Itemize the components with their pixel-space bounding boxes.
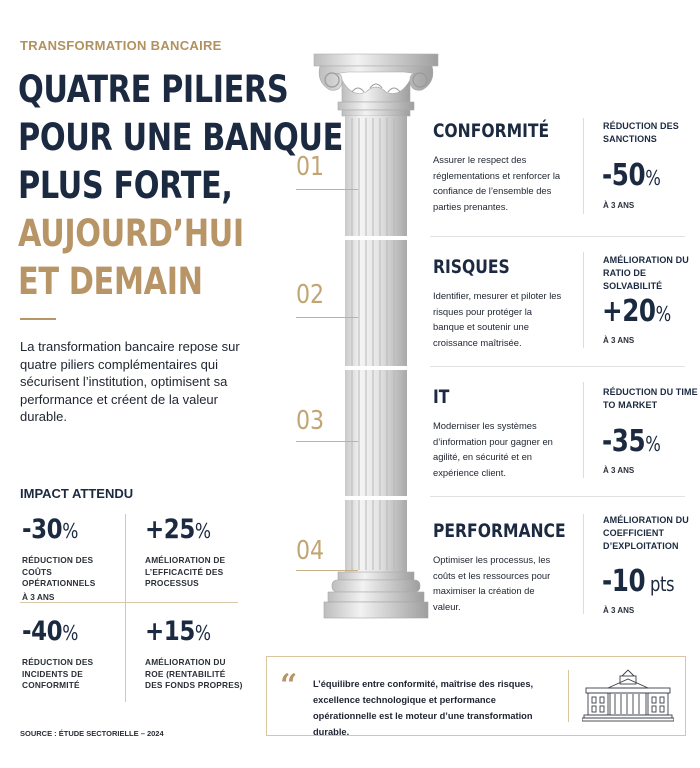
pillar-title-risques: RISQUES <box>433 256 510 278</box>
pillar-description: Moderniser les systèmes d’information pour gagner en agilité, en sécurité et en expérience client. <box>433 420 553 478</box>
metric-sub: À 3 ANS <box>603 606 635 615</box>
impact-label: RÉDUCTION DES INCIDENTS DE CONFORMITÉ <box>22 657 94 690</box>
pillar-leader-line <box>296 570 358 571</box>
pillar-number-01: 01 <box>296 152 325 182</box>
metric-label: RÉDUCTION DU TIME TO MARKET <box>603 387 698 410</box>
impact-label: RÉDUCTION DES COÛTS OPÉRATIONNELS <box>22 555 96 588</box>
pillar-number-04: 04 <box>296 536 325 566</box>
quote-divider <box>568 670 569 722</box>
pillar-divider <box>583 514 584 614</box>
pillar-title-conformite: CONFORMITÉ <box>433 120 550 142</box>
quote-icon: “ <box>280 668 298 703</box>
row-divider <box>430 236 685 237</box>
headline-line-3: PLUS FORTE, <box>18 164 233 207</box>
metric-sub: À 3 ANS <box>603 201 635 210</box>
metric-label: AMÉLIORATION DU RATIO DE SOLVABILITÉ <box>603 255 689 291</box>
metric-value: -50% <box>602 158 661 193</box>
row-divider <box>430 366 685 367</box>
metric-sub: À 3 ANS <box>603 466 635 475</box>
gold-divider <box>20 318 56 320</box>
metric-sub: À 3 ANS <box>603 336 635 345</box>
metric-value: -10 pts <box>602 564 675 599</box>
row-divider <box>430 496 685 497</box>
pillar-leader-line <box>296 189 358 190</box>
pillar-divider <box>583 118 584 214</box>
headline-line-4: AUJOURD’HUI <box>18 212 244 255</box>
impact-label: AMÉLIORATION DE L’EFFICACITÉ DES PROCESSUS <box>145 555 226 588</box>
pillar-divider <box>583 382 584 478</box>
impact-label: AMÉLIORATION DU ROE (RENTABILITÉ DES FONDS PROPRES) <box>145 657 243 690</box>
headline-line-5: ET DEMAIN <box>18 260 203 303</box>
pillar-number-03: 03 <box>296 406 325 436</box>
impact-title: IMPACT ATTENDU <box>20 486 134 501</box>
pillar-description: Identifier, mesurer et piloter les risques pour protéger la banque et soutenir une croissance maîtrisée. <box>433 290 562 348</box>
impact-grid <box>20 508 243 708</box>
impact-value: -40% <box>22 616 78 647</box>
impact-value: -30% <box>22 514 78 545</box>
metric-value: -35% <box>602 424 661 459</box>
headline-line-2: POUR UNE BANQUE <box>18 116 343 159</box>
impact-grid-vertical-line <box>125 514 126 702</box>
metric-value: +20% <box>602 294 671 329</box>
source-note: SOURCE : ÉTUDE SECTORIELLE – 2024 <box>20 729 164 738</box>
pillar-leader-line <box>296 317 358 318</box>
kicker: TRANSFORMATION BANCAIRE <box>20 38 222 53</box>
pillar-title-performance: PERFORMANCE <box>433 520 566 542</box>
quote-text: L’équilibre entre conformité, maîtrise des risques, excellence technologique et performance opérationnelle est le moteur d’une transformation durable. <box>313 679 534 737</box>
metric-label: RÉDUCTION DES SANCTIONS <box>603 121 679 144</box>
pillar-leader-line <box>296 441 358 442</box>
impact-sub: À 3 ANS <box>22 591 55 602</box>
intro-text: La transformation bancaire repose sur quatre piliers complémentaires qui sécurisent l’institution, optimisent sa performance et créent de la valeur durable. <box>20 339 240 424</box>
impact-value: +15% <box>145 616 211 647</box>
pillar-description: Optimiser les processus, les coûts et les ressources pour maximiser la création de valeur. <box>433 554 551 612</box>
metric-label: AMÉLIORATION DU COEFFICIENT D’EXPLOITATION <box>603 515 689 551</box>
impact-item-process <box>145 514 245 590</box>
pillar-title-it: IT <box>433 386 450 408</box>
pillar-number-02: 02 <box>296 280 325 310</box>
impact-item-roe <box>145 616 245 692</box>
pillar-description: Assurer le respect des réglementations et renforcer la confiance de l’ensemble des parties prenantes. <box>433 154 561 212</box>
impact-value: +25% <box>145 514 211 545</box>
pillar-divider <box>583 252 584 348</box>
impact-item-costs <box>22 514 122 603</box>
impact-item-incidents <box>22 616 122 692</box>
headline-line-1: QUATRE PILIERS <box>18 68 289 111</box>
bank-building-icon <box>582 666 674 724</box>
column-illustration <box>312 52 440 622</box>
